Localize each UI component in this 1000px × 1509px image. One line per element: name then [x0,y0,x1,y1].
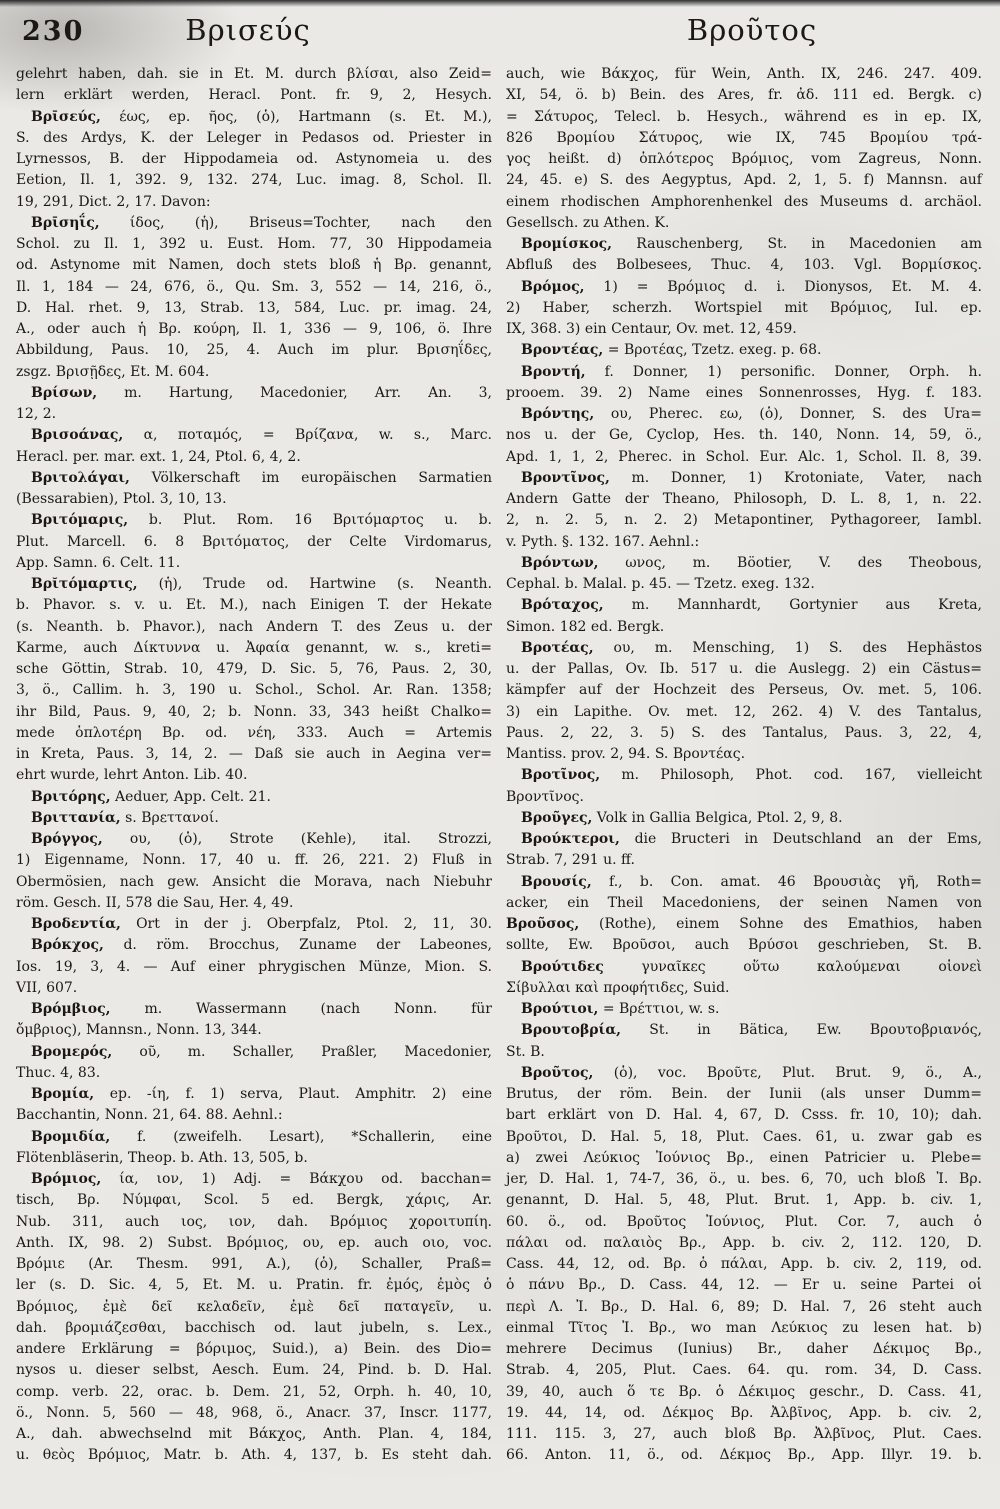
text-line: v. Pyth. §. 132. 167. Aehnl.: [506,533,700,550]
text-line: Βρόμιε (Ar. Thesm. 991, A.), (ὁ), Schaller, Praß= [16,1256,492,1272]
text-line: 1) Eigenname, Nonn. 17, 40 u. ff. 26, 221. 2) Fluß in [16,852,492,869]
text-line: Βροδεντία, Ort in der j. Oberpfalz, Ptol. 2, 11, 30. [31,916,492,932]
text-line: A., dah. abwechselnd mit Βάκχος, Anth. Plan. 4, 184, [16,1426,492,1442]
text-line: Βροῦτος, (ὁ), voc. Βροῦτε, Plut. Brut. 9, ö., A., [521,1064,982,1081]
text-line: 24, 45. e) S. des Aegyptus, Apd. 2, 1, 5. f) Mannsn. auf [506,172,982,189]
text-line: Βροῦσος, (Rothe), einem Sohne des Emathios, haben [506,916,982,932]
text-line: Cephal. b. Malal. p. 45. — Tzetz. exeg. 132. [506,576,815,592]
text-line: Bacchantin, Nonn. 21, 64. 88. Aehnl.: [16,1107,283,1124]
text-line: Βρισοάνας, α, ποταμός, = Βρίζανα, w. s., Marc. [31,427,492,444]
text-line: ö., Nonn. 5, 560 — 48, 968, ö., Anacr. 37, Inscr. 1177, [16,1404,492,1421]
text-line: Lyrnessos, B. der Hippodameia od. Astynomeia u. des [16,151,492,167]
text-line: Βρούκτεροι, die Bructeri in Deutschland an der Ems, [521,831,982,847]
text-line: comp. verb. 22, orac. b. Dem. 21, 52, Orph. h. 40, 10, [16,1383,492,1400]
text-line: sche Göttin, Strab. 10, 479, D. Sic. 5, 76, Paus. 2, 30, [16,661,492,677]
text-line: Βρουσίς, f., b. Con. amat. 46 Βρουσιὰς γῆ, Roth= [521,873,982,890]
text-line: Gesellsch. zu Athen. K. [506,214,670,231]
text-line: Abbildung, Paus. 10, 25, 4. Auch im plur. Βρισηΐδες, [16,342,492,359]
text-line: D. Hal. rhet. 9, 13, Strab. 13, 584, Luc. pr. imag. 24, [16,299,492,316]
text-line: andere Erklärung = βόριμος, Suid.), a) Bein. des Dio= [16,1341,492,1357]
text-line: Brutus, der röm. Bein. der Iunii (als unser Dumm= [506,1086,982,1102]
text-line: Ios. 19, 3, 4. — Auf einer phrygischen Münze, Mion. S. [16,958,492,975]
text-line: 2) Haber, scherzh. Wortspiel mit Βρόμιος, Iul. ep. [506,299,982,316]
text-line: Nub. 311, auch ιος, ιον, dah. Βρόμιος χοροιτυπίη. [16,1213,492,1230]
text-line: Strab. 7, 291 u. ff. [506,852,635,869]
text-line: A., oder auch ἡ Βρ. κούρη, Il. 1, 336 — 9, 106, ö. Ihre [16,321,492,337]
text-line: Βρομίσκος, Rauschenberg, St. in Macedonien am [521,236,982,252]
text-line: ler (s. D. Sic. 4, 5, Et. M. u. Pratin. fr. ἐμός, ἐμὸς ὁ [16,1277,492,1294]
text-line: acker, ein Theil Macedoniens, der seinen Namen von [506,894,982,911]
text-line: a) zwei Λεύκιος Ἰούνιος Βρ., einen Patricier u. Plebe= [506,1149,982,1166]
text-line: Andern Gatte der Theano, Philosoph, D. L. 8, 1, n. 22. [506,491,982,507]
text-line: Βροντῖνος, m. Donner, 1) Krotoniate, Vater, nach [521,469,982,486]
text-line: Βροτῖνος, m. Philosoph, Phot. cod. 167, vielleicht [521,767,982,784]
text-line: = Σάτυρος, Telecl. b. Hesych., während es in ep. IX, [506,108,982,125]
scan-edge [0,0,1000,7]
text-line: (s. Neanth. b. Phavor.), nach Andern T. des Zeus u. der [16,618,492,635]
text-line: zsgz. Βρισῇδες, Et. M. 604. [16,363,210,380]
text-line: lern erklärt werden, Heracl. Pont. fr. 9, 2, Hesych. [16,87,492,104]
text-line: 19, 291, Dict. 2, 17. Davon: [16,193,211,210]
text-line: Apd. 1, 1, 2, Pherec. in Schol. Eur. Alc. 1, Schol. Il. 8, 39. [506,448,982,465]
text-line: prooem. 39. 2) Name eines Sonnenrosses, Hyg. f. 183. [506,384,982,401]
text-line: Βρουτοβρία, St. in Bätica, Ew. Βρουτοβριανός, [521,1022,982,1039]
text-line: Βροντῖνος. [506,788,584,805]
text-line: Βριτολάγαι, Völkerschaft im europäischen Sarmatien [31,469,492,486]
text-line: tisch, Βρ. Νύμφαι, Scol. 5 ed. Bergk, χάρις, Ar. [16,1192,492,1209]
text-line: Βρομιδία, f. (zweifelh. Lesart), *Schallerin, eine [31,1128,492,1145]
text-line: Karme, auch Δίκτυννα u. Ἀφαία genannt, w. s., kreti= [16,639,492,656]
text-line: Βρῑσηΐς, ίδος, (ἡ), Briseus=Tochter, nach den [31,214,492,231]
text-line: Heracl. per. mar. ext. 1, 24, Ptol. 6, 4, 2. [16,448,301,465]
text-line: Strab. 4, 205, Plut. Caes. 64. qu. rom. 34, D. Cass. [506,1362,982,1379]
text-line: Βριτόρης, Aeduer, App. Celt. 21. [31,788,271,805]
text-line: bart erklärt von D. Hal. 4, 67, D. Csss. fr. 10, 10); dah. [506,1107,982,1124]
text-line: einem rhodischen Amphorenhenkel des Museums d. archäol. [506,193,982,210]
text-line: einmal Τῖτος Ἰ. Βρ., wo man Λεύκιος zu lesen hat. b) [506,1319,982,1336]
text-line: VII, 607. [16,979,78,996]
text-line: u. der Pallas, Ov. Ib. 517 u. die Auslegg. 2) ein Cästus= [506,661,982,677]
text-line: Plut. Marcell. 6. 8 Βριτόματος, der Celte Virdomarus, [16,533,492,550]
text-line: Βρόταχος, m. Mannhardt, Gortynier aus Kreta, [521,597,982,614]
text-line: röm. Gesch. II, 578 die Sau, Her. 4, 49. [16,894,294,911]
text-line: (Bessarabien), Ptol. 3, 10, 13. [16,491,227,507]
text-line: ehrt wurde, lehrt Anton. Lib. 40. [16,767,248,784]
text-line: Schol. zu Il. 1, 392 u. Eust. Hom. 77, 30 Hippodameia [16,236,492,252]
text-line: Simon. 182 ed. Bergk. [506,618,665,635]
text-line: 12, 2. [16,406,57,422]
text-line: Βροντή, f. Donner, 1) personific. Donner, Orph. h. [521,363,982,380]
right-text-column [506,64,982,1467]
right-column-header: Βροῦτος [686,13,818,47]
text-line: 111. 115. 3, 27, auch bloß Βρ. Ἀλβῖνος, Plut. Caes. [506,1426,982,1442]
text-line: 19. 44, 14, od. Δέκμος Βρ. Ἀλβῖνος, App. b. civ. 2, [506,1404,982,1421]
text-line: Paus. 2, 22, 3. 5) S. des Tantalus, Paus. 3, 22, 4, [506,724,982,741]
text-line: gelehrt haben, dah. sie in Et. M. durch βλίσαι, also Zeid= [16,66,492,82]
text-line: 60. ö., od. Βροῦτος Ἰούνιος, Plut. Cor. 7, auch ὁ [506,1213,982,1230]
text-line: S. des Ardys, K. der Leleger in Pedasos od. Priester in [16,129,492,146]
text-line: St. B. [506,1043,545,1060]
text-line: 3, ö., Callim. h. 3, 190 u. Schol., Schol. Ar. Ran. 1358; [16,682,492,699]
text-line: nysos u. dieser selbst, Aesch. Eum. 24, Pind. b. D. Hal. [16,1362,492,1379]
text-line: ὁ πάνυ Βρ., D. Cass. 44, 12. — Er u. seine Partei οἱ [506,1277,982,1294]
text-line: b. Phavor. s. v. u. Et. M.), nach Einigen T. der Hekate [16,597,492,614]
text-line: Βρούτιδες γυναῖκες οὕτω καλούμεναι οἱονεὶ [521,958,982,975]
text-line: Βροῦτοι, D. Hal. 5, 18, Plut. Caes. 61, u. zwar gab es [506,1128,982,1145]
text-line: Βροτέας, ου, m. Mensching, 1) S. des Hephästos [521,639,982,656]
text-line: γος heißt. d) ὁπλότερος Βρόμιος, vom Zagreus, Nonn. [506,151,982,167]
text-line: Βρόμιος, ἐμὲ δεῖ κελαδεῖν, ἐμὲ δεῖ παταγεῖν, u. [16,1298,492,1315]
text-line: ihr Bild, Paus. 9, 40, 2; b. Nonn. 33, 343 heißt Chalko= [16,703,492,720]
text-line: IX, 368. 3) ein Centaur, Ov. met. 12, 459. [506,321,797,337]
text-line: Thuc. 4, 83. [16,1064,101,1081]
text-line: sollte, Ew. Βροῦσοι, auch Βρύσοι geschrieben, St. B. [506,937,982,954]
text-line: Βρομία, ep. -ίη, f. 1) serva, Plaut. Amphitr. 2) eine [31,1086,492,1102]
text-line: genannt, D. Hal. 5, 48, Plut. Brut. 1, App. b. civ. 1, [506,1192,982,1209]
text-line: Mantiss. prov. 2, 94. S. Βροντέας. [506,746,746,762]
text-line: App. Samn. 6. Celt. 11. [16,554,181,571]
text-line: Βρομερός, οῦ, m. Schaller, Praßler, Macedonier, [31,1043,492,1060]
text-line: Obermösien, nach gew. Ansicht die Morava, nach Niebuhr [16,873,492,890]
text-line: Eetion, Il. 1, 392. 9, 132. 274, Luc. imag. 8, Schol. Il. [16,172,492,189]
text-line: Βρόμβιος, m. Wassermann (nach Nonn. für [31,1001,492,1017]
text-line: Βροντέας, = Βροτέας, Tzetz. exeg. p. 68. [521,342,822,359]
text-line: Βρόντης, ου, Pherec. εω, (ὁ), Donner, S. des Ura= [521,406,982,422]
text-line: kämpfer auf der Hochzeit des Perseus, Ov. met. 5, 106. [506,682,982,699]
page-number: 230 [22,16,85,47]
text-line: Σίβυλλαι καὶ προφήτιδες, Suid. [506,979,730,996]
text-line: dah. βρομιάζεσθαι, bacchisch od. laut jubeln, s. Lex., [16,1319,492,1336]
left-column-header: Βρισεύς [185,13,311,47]
text-line: Βροῦγες, Volk in Gallia Belgica, Ptol. 2, 9, 8. [521,809,843,826]
text-line: ὄμβριος), Mannsn., Nonn. 13, 344. [16,1022,262,1039]
text-line: 66. Anton. 11, ö., od. Δέκμος Βρ., App. Illyr. 19. b. [506,1447,982,1464]
text-line: Βρόμιος, ία, ιον, 1) Adj. = Βάκχου od. bacchan= [31,1171,492,1187]
text-line: Βρόκχος, d. röm. Brocchus, Zuname der Labeones, [31,937,492,954]
text-line: Flötenbläserin, Theop. b. Ath. 13, 505, b. [16,1149,308,1166]
text-line: Βρόμος, 1) = Βρόμιος d. i. Dionysos, Et. M. 4. [521,278,982,295]
text-line: jer, D. Hal. 1, 74-7, 36, ö., u. bes. 6, 70, uch bloß Ἰ. Βρ. [506,1171,982,1187]
text-line: 2, n. 2. 5, n. 2. 2) Metapontiner, Pythagoreer, Iambl. [506,512,982,529]
text-line: mede ὁπλοτέρη Βρ. od. νέη, 333. Auch = Artemis [16,724,492,741]
text-line: od. Astynome mit Namen, doch stets bloß ἡ Βρ. genannt, [16,257,492,274]
text-line: XI, 54, ö. b) Bein. des Ares, fr. ἀδ. 111 ed. Bergk. c) [506,87,982,104]
text-line: 3) ein Lapithe. Ov. met. 12, 262. 4) V. des Tantalus, [506,703,982,720]
text-line: Anth. IX, 98. 2) Subst. Βρόμιος, ου, ep. auch οιο, voc. [16,1234,492,1251]
text-line: 39, 40, auch ὅ τε Βρ. ὁ Δέκιμος geschr., D. Cass. 41, [506,1383,982,1400]
text-line: mehrere Decimus (Iunius) Br., daher Δέκιμος Βρ., [506,1341,982,1357]
text-line: Βριτόμαρις, b. Plut. Rom. 16 Βριτόμαρτος u. b. [31,512,492,529]
text-line: περὶ Λ. Ἰ. Βρ., D. Hal. 6, 89; D. Hal. 7, 26 steht auch [506,1298,982,1315]
text-line: Abfluß des Bolbesees, Thuc. 4, 103. Vgl. Βορμίσκος. [506,257,982,274]
text-line: u. θεὸς Βρόμιος, Matr. b. Ath. 4, 137, b. Es steht dah. [16,1447,492,1464]
text-line: auch, wie Βάκχος, für Wein, Anth. IX, 246. 247. 409. [506,66,982,82]
text-line: nos u. der Ge, Cyclop, Hes. th. 140, Nonn. 14, 59, ö., [506,427,982,444]
left-text-column [16,64,492,1467]
text-line: πάλαι od. παλαιὸς Βρ., App. b. civ. 2, 112. 120, D. [506,1234,982,1251]
text-line: Cass. 44, 12, od. Βρ. ὁ πάλαι, App. b. civ. 2, 119, od. [506,1256,982,1272]
text-line: Βρῑσεύς, έως, ep. ῆος, (ὁ), Hartmann (s. Et. M.), [31,108,492,125]
text-line: 826 Βρομίου Σάτυρος, wie IX, 745 Βρομίου τρά- [506,129,982,146]
text-line: Il. 1, 184 — 24, 676, ö., Qu. Sm. 3, 552 — 14, 216, ö., [16,278,492,295]
text-line: Βρόντων, ωνος, m. Böotier, V. des Theobous, [521,554,982,571]
text-line: in Kreta, Paus. 3, 14, 2. — Daß sie auch in Aegina ver= [16,746,492,762]
text-line: Βρῐτόμαρτις, (ἡ), Trude od. Hartwine (s. Neanth. [31,576,492,592]
text-line: Βρούτιοι, = Βρέττιοι, w. s. [521,1001,720,1017]
text-line: Βρίσων, m. Hartung, Macedonier, Arr. An. 3, [31,384,492,401]
text-line: Βριττανία, s. Βρεττανοί. [31,809,219,826]
text-line: Βρόγγος, ου, (ὁ), Strote (Kehle), ital. Strozzi, [31,831,492,847]
